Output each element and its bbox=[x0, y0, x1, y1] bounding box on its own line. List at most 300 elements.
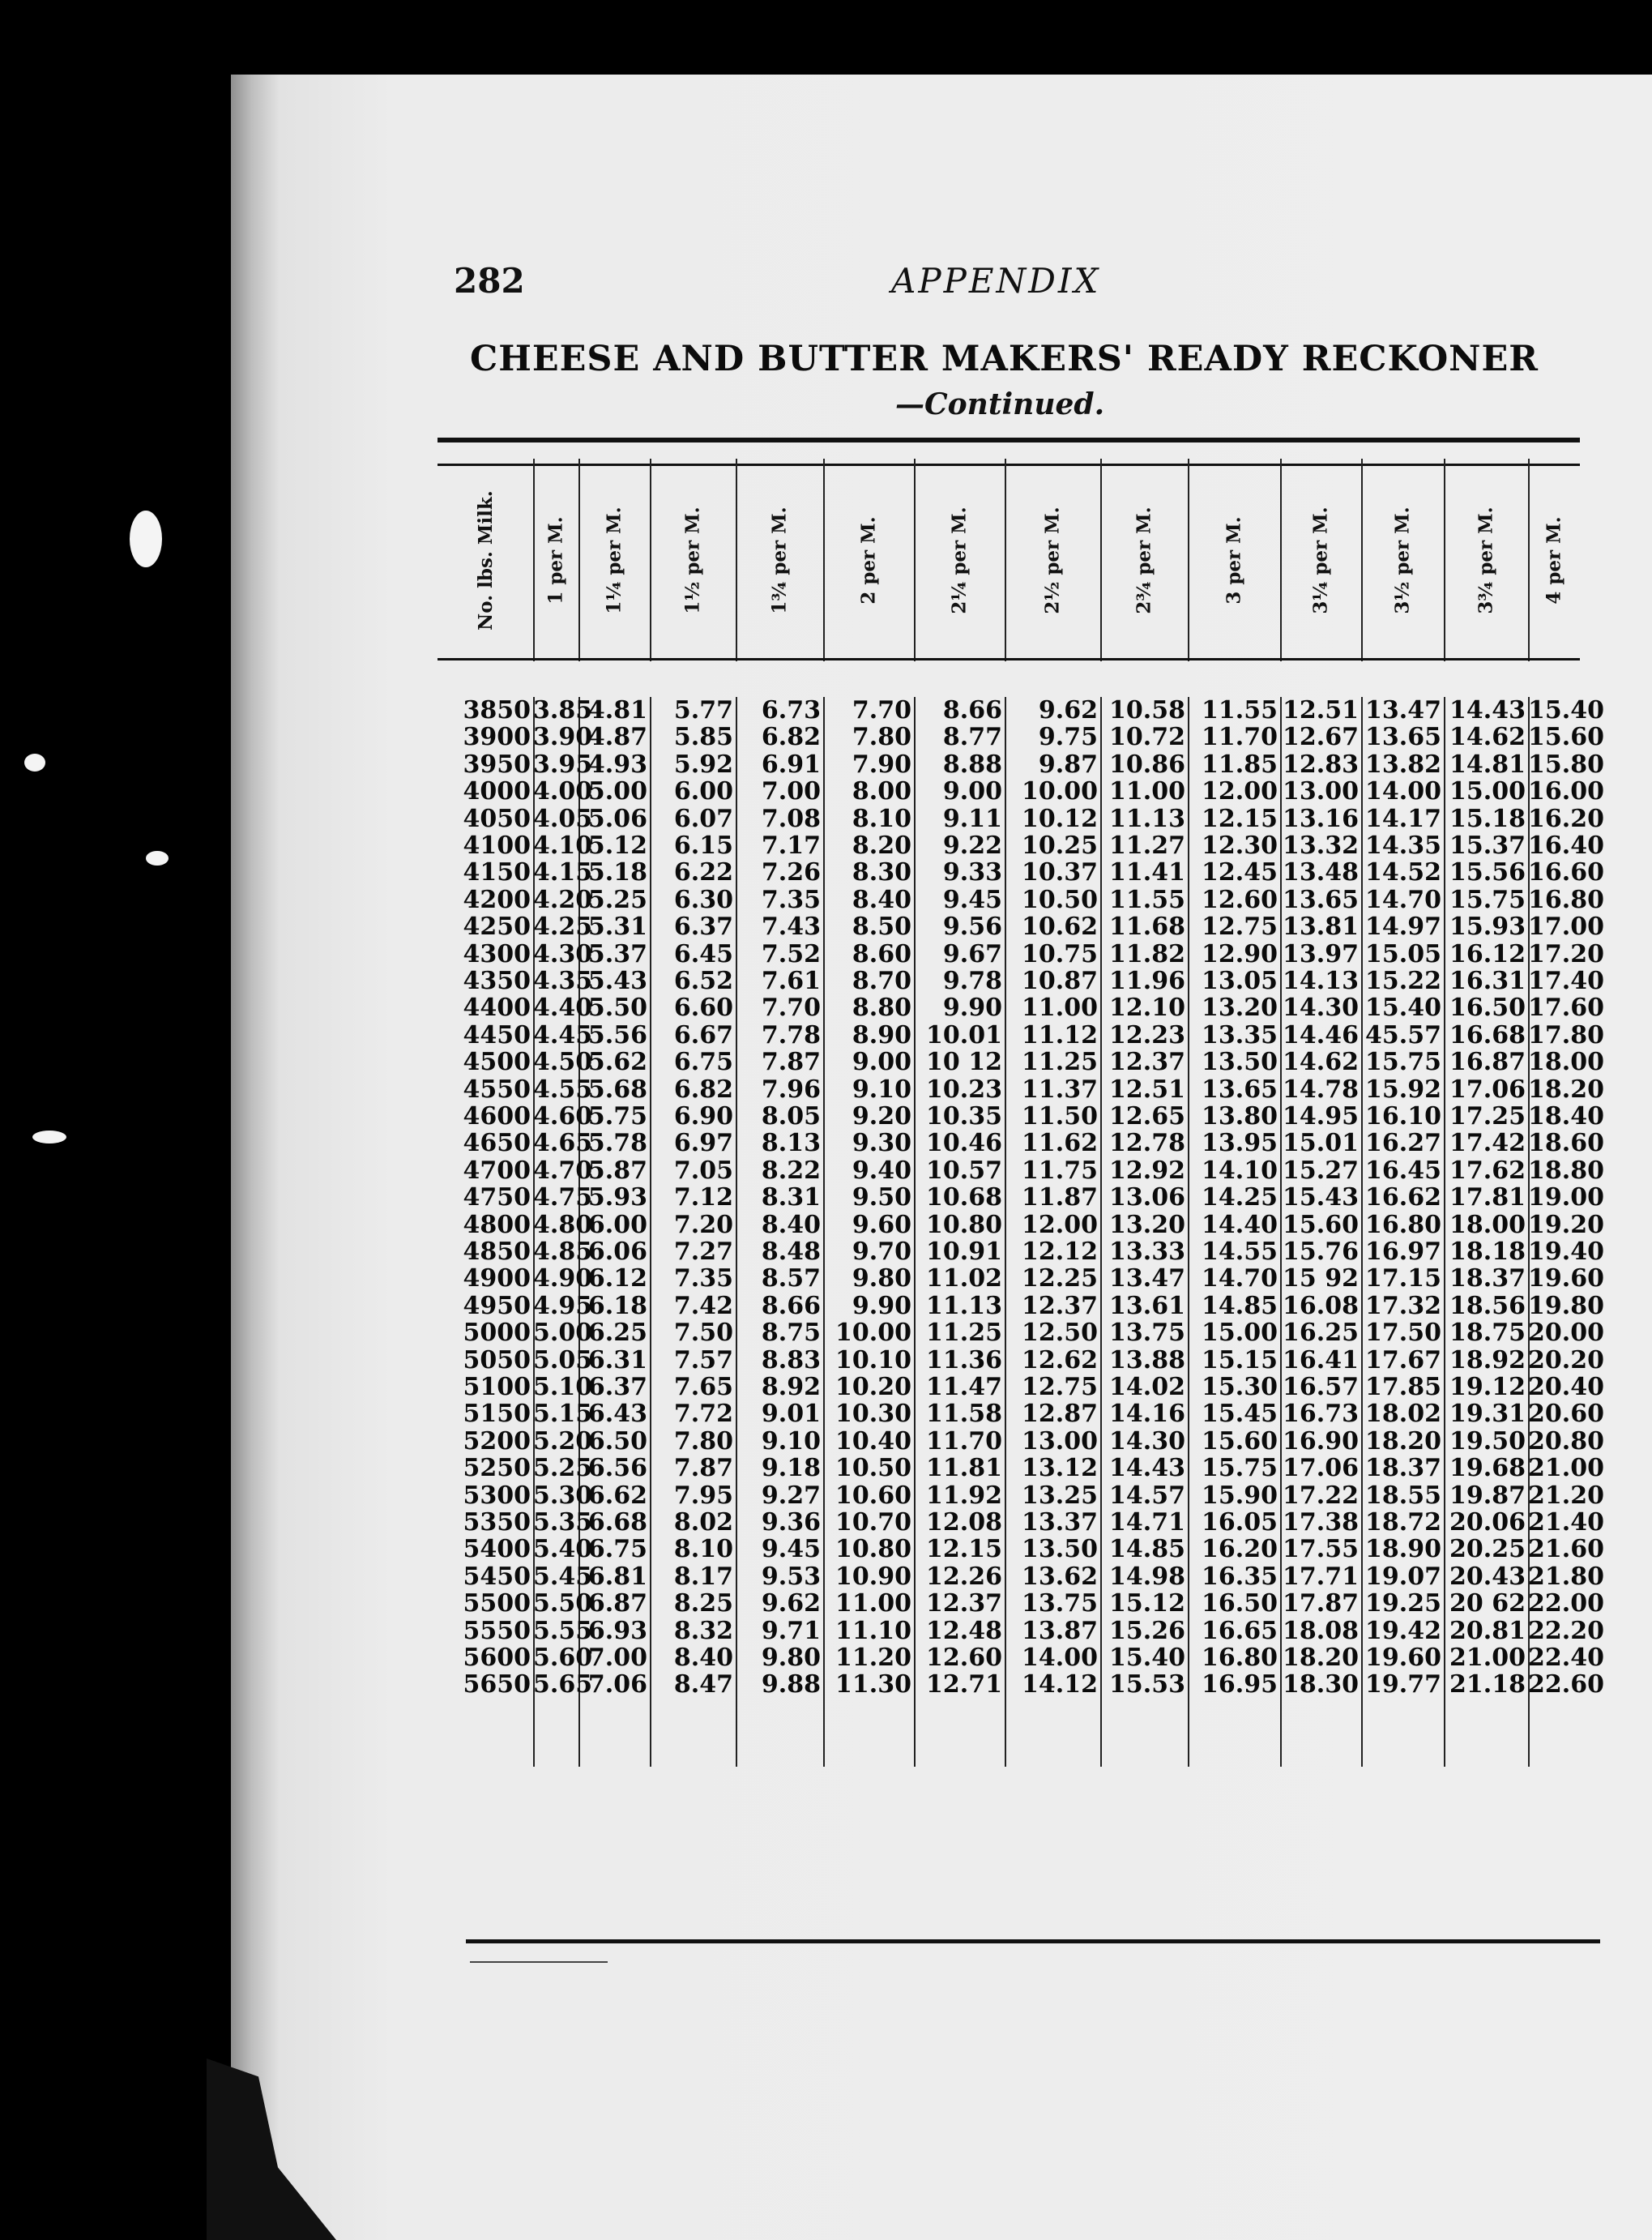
value-cell: 12.00 bbox=[1022, 1210, 1098, 1239]
value-cell: 9.80 bbox=[761, 1644, 821, 1672]
milk-lbs-cell: 4000 bbox=[463, 777, 531, 806]
value-cell: 11.82 bbox=[1109, 939, 1185, 968]
value-cell: 8.10 bbox=[852, 804, 911, 833]
value-cell: 9.40 bbox=[852, 1156, 911, 1185]
value-cell: 15.53 bbox=[1109, 1670, 1185, 1699]
value-cell: 13.47 bbox=[1365, 696, 1441, 725]
value-cell: 12.90 bbox=[1202, 939, 1278, 968]
value-cell: 16.80 bbox=[1365, 1210, 1441, 1239]
value-cell: 13.75 bbox=[1109, 1319, 1185, 1348]
milk-lbs-cell: 5050 bbox=[463, 1345, 531, 1374]
value-cell: 11.13 bbox=[926, 1291, 1002, 1320]
column-header bbox=[736, 459, 823, 661]
value-cell: 10.12 bbox=[1022, 804, 1098, 833]
value-cell: 16.87 bbox=[1449, 1048, 1526, 1077]
value-cell: 4.60 bbox=[533, 1102, 593, 1131]
value-cell: 10 12 bbox=[926, 1048, 1002, 1077]
value-cell: 10.46 bbox=[926, 1129, 1002, 1158]
milk-lbs-cell: 5250 bbox=[463, 1454, 531, 1483]
value-cell: 11.00 bbox=[1022, 994, 1098, 1023]
table-row bbox=[438, 885, 1604, 914]
value-cell: 16.08 bbox=[1283, 1291, 1359, 1320]
value-cell: 7.35 bbox=[761, 885, 821, 914]
column-header bbox=[1444, 459, 1528, 661]
value-cell: 8.00 bbox=[852, 777, 911, 806]
value-cell: 8.83 bbox=[761, 1345, 821, 1374]
milk-lbs-cell: 4800 bbox=[463, 1210, 531, 1239]
value-cell: 16.65 bbox=[1202, 1616, 1278, 1645]
value-cell: 15.37 bbox=[1449, 831, 1526, 860]
table-title: CHEESE AND BUTTER MAKERS' READY RECKONER bbox=[470, 339, 1539, 379]
value-cell: 13.81 bbox=[1283, 913, 1359, 942]
table-row bbox=[438, 723, 1604, 752]
milk-lbs-cell: 4600 bbox=[463, 1102, 531, 1131]
value-cell: 10.35 bbox=[926, 1102, 1002, 1131]
value-cell: 8.77 bbox=[942, 723, 1002, 752]
milk-lbs-cell: 4650 bbox=[463, 1129, 531, 1158]
value-cell: 14.97 bbox=[1365, 913, 1441, 942]
value-cell: 14.62 bbox=[1449, 723, 1526, 752]
value-cell: 5.87 bbox=[587, 1156, 647, 1185]
value-cell: 13.33 bbox=[1109, 1238, 1185, 1266]
value-cell: 3.85 bbox=[533, 696, 593, 725]
value-cell: 4.95 bbox=[533, 1291, 593, 1320]
column-header-label: 2¼ per M. bbox=[948, 506, 971, 614]
value-cell: 4.85 bbox=[533, 1238, 593, 1266]
value-cell: 19.42 bbox=[1365, 1616, 1441, 1645]
table-row bbox=[438, 1644, 1604, 1672]
milk-lbs-cell: 4400 bbox=[463, 994, 531, 1023]
value-cell: 12.10 bbox=[1109, 994, 1185, 1023]
value-cell: 12.75 bbox=[1022, 1373, 1098, 1401]
value-cell: 16.05 bbox=[1202, 1508, 1278, 1537]
column-header bbox=[650, 459, 736, 661]
value-cell: 15.60 bbox=[1202, 1426, 1278, 1456]
value-cell: 5.50 bbox=[533, 1589, 593, 1618]
value-cell: 14.57 bbox=[1109, 1481, 1185, 1510]
value-cell: 9.45 bbox=[761, 1535, 821, 1564]
value-cell: 21.80 bbox=[1528, 1562, 1604, 1591]
value-cell: 13.35 bbox=[1202, 1020, 1278, 1049]
table-row bbox=[438, 777, 1604, 806]
value-cell: 9.10 bbox=[852, 1075, 911, 1104]
value-cell: 9.01 bbox=[761, 1400, 821, 1429]
value-cell: 12.62 bbox=[1022, 1345, 1098, 1374]
column-header-band bbox=[438, 459, 1580, 661]
column-header bbox=[1188, 459, 1280, 661]
value-cell: 14.70 bbox=[1202, 1264, 1278, 1293]
value-cell: 16.90 bbox=[1283, 1426, 1359, 1456]
value-cell: 5.40 bbox=[533, 1535, 593, 1564]
milk-lbs-cell: 4950 bbox=[463, 1291, 531, 1320]
table-row bbox=[438, 1426, 1604, 1456]
value-cell: 12.12 bbox=[1022, 1238, 1098, 1266]
value-cell: 12.37 bbox=[1109, 1048, 1185, 1077]
value-cell: 17.67 bbox=[1365, 1345, 1441, 1374]
table-row bbox=[438, 1075, 1604, 1104]
table-row bbox=[438, 1102, 1604, 1131]
table-row bbox=[438, 1048, 1604, 1077]
value-cell: 14.25 bbox=[1202, 1183, 1278, 1212]
value-cell: 13.25 bbox=[1022, 1481, 1098, 1510]
value-cell: 19.60 bbox=[1528, 1264, 1604, 1293]
value-cell: 4.10 bbox=[533, 831, 593, 860]
value-cell: 17.06 bbox=[1449, 1075, 1526, 1104]
value-cell: 6.75 bbox=[587, 1535, 647, 1564]
column-header-label: 3½ per M. bbox=[1391, 506, 1414, 614]
value-cell: 12.78 bbox=[1109, 1129, 1185, 1158]
value-cell: 11.36 bbox=[926, 1345, 1002, 1374]
value-cell: 11.55 bbox=[1109, 885, 1185, 914]
table-row bbox=[438, 1508, 1604, 1537]
milk-lbs-cell: 5300 bbox=[463, 1481, 531, 1510]
value-cell: 12.67 bbox=[1283, 723, 1359, 752]
value-cell: 21.60 bbox=[1528, 1535, 1604, 1564]
value-cell: 6.30 bbox=[673, 885, 733, 914]
column-header bbox=[1528, 459, 1580, 661]
value-cell: 7.06 bbox=[587, 1670, 647, 1699]
value-cell: 16.62 bbox=[1365, 1183, 1441, 1212]
value-cell: 15.60 bbox=[1528, 723, 1604, 752]
value-cell: 15.40 bbox=[1365, 994, 1441, 1023]
value-cell: 15.40 bbox=[1528, 696, 1604, 725]
value-cell: 12.00 bbox=[1202, 777, 1278, 806]
column-divider bbox=[1005, 459, 1006, 661]
value-cell: 8.40 bbox=[673, 1644, 733, 1672]
value-cell: 12.75 bbox=[1202, 913, 1278, 942]
value-cell: 13.95 bbox=[1202, 1129, 1278, 1158]
value-cell: 6.25 bbox=[587, 1319, 647, 1348]
value-cell: 7.00 bbox=[587, 1644, 647, 1672]
value-cell: 6.22 bbox=[673, 858, 733, 887]
value-cell: 19.12 bbox=[1449, 1373, 1526, 1401]
value-cell: 15.60 bbox=[1283, 1210, 1359, 1239]
column-header-label: 1½ per M. bbox=[681, 506, 704, 614]
value-cell: 18.56 bbox=[1449, 1291, 1526, 1320]
value-cell: 11.37 bbox=[1022, 1075, 1098, 1104]
value-cell: 5.68 bbox=[587, 1075, 647, 1104]
value-cell: 5.65 bbox=[533, 1670, 593, 1699]
value-cell: 4.40 bbox=[533, 994, 593, 1023]
value-cell: 7.80 bbox=[852, 723, 911, 752]
value-cell: 16.97 bbox=[1365, 1238, 1441, 1266]
value-cell: 15.00 bbox=[1202, 1319, 1278, 1348]
value-cell: 11.92 bbox=[926, 1481, 1002, 1510]
value-cell: 9.56 bbox=[942, 913, 1002, 942]
value-cell: 16.41 bbox=[1283, 1345, 1359, 1374]
value-cell: 10.90 bbox=[835, 1562, 911, 1591]
value-cell: 17.81 bbox=[1449, 1183, 1526, 1212]
milk-lbs-cell: 4900 bbox=[463, 1264, 531, 1293]
value-cell: 21.00 bbox=[1449, 1644, 1526, 1672]
value-cell: 15.00 bbox=[1449, 777, 1526, 806]
value-cell: 10.75 bbox=[1022, 939, 1098, 968]
column-header bbox=[914, 459, 1005, 661]
value-cell: 9.90 bbox=[942, 994, 1002, 1023]
column-header-label: 2½ per M. bbox=[1041, 506, 1064, 614]
table-row bbox=[438, 1535, 1604, 1564]
value-cell: 4.45 bbox=[533, 1020, 593, 1049]
value-cell: 7.61 bbox=[761, 967, 821, 995]
milk-lbs-cell: 5600 bbox=[463, 1644, 531, 1672]
value-cell: 18.75 bbox=[1449, 1319, 1526, 1348]
value-cell: 7.87 bbox=[761, 1048, 821, 1077]
value-cell: 11.13 bbox=[1109, 804, 1185, 833]
value-cell: 12.23 bbox=[1109, 1020, 1185, 1049]
value-cell: 20.20 bbox=[1528, 1345, 1604, 1374]
value-cell: 15.05 bbox=[1365, 939, 1441, 968]
value-cell: 13.20 bbox=[1202, 994, 1278, 1023]
value-cell: 11.70 bbox=[926, 1426, 1002, 1456]
value-cell: 15.75 bbox=[1202, 1454, 1278, 1483]
value-cell: 13.97 bbox=[1283, 939, 1359, 968]
value-cell: 6.07 bbox=[673, 804, 733, 833]
value-cell: 11.00 bbox=[1109, 777, 1185, 806]
value-cell: 12.50 bbox=[1022, 1319, 1098, 1348]
value-cell: 16.45 bbox=[1365, 1156, 1441, 1185]
table-row bbox=[438, 858, 1604, 887]
value-cell: 10.37 bbox=[1022, 858, 1098, 887]
value-cell: 4.15 bbox=[533, 858, 593, 887]
value-cell: 7.57 bbox=[673, 1345, 733, 1374]
header-rule bbox=[438, 658, 1580, 660]
value-cell: 17.85 bbox=[1365, 1373, 1441, 1401]
value-cell: 6.97 bbox=[673, 1129, 733, 1158]
value-cell: 16.20 bbox=[1528, 804, 1604, 833]
value-cell: 12.08 bbox=[926, 1508, 1002, 1537]
value-cell: 7.00 bbox=[761, 777, 821, 806]
value-cell: 6.06 bbox=[587, 1238, 647, 1266]
value-cell: 22.00 bbox=[1528, 1589, 1604, 1618]
value-cell: 5.00 bbox=[533, 1319, 593, 1348]
value-cell: 20.06 bbox=[1449, 1508, 1526, 1537]
value-cell: 5.12 bbox=[587, 831, 647, 860]
value-cell: 20.43 bbox=[1449, 1562, 1526, 1591]
value-cell: 19.68 bbox=[1449, 1454, 1526, 1483]
value-cell: 6.75 bbox=[673, 1048, 733, 1077]
page-number: 282 bbox=[454, 261, 525, 301]
value-cell: 5.35 bbox=[533, 1508, 593, 1537]
value-cell: 4.65 bbox=[533, 1129, 593, 1158]
value-cell: 13.75 bbox=[1022, 1589, 1098, 1618]
value-cell: 9.36 bbox=[761, 1508, 821, 1537]
value-cell: 17.55 bbox=[1283, 1535, 1359, 1564]
value-cell: 10.58 bbox=[1109, 696, 1185, 725]
value-cell: 6.90 bbox=[673, 1102, 733, 1131]
value-cell: 18.90 bbox=[1365, 1535, 1441, 1564]
value-cell: 13.32 bbox=[1283, 831, 1359, 860]
value-cell: 16.80 bbox=[1528, 885, 1604, 914]
value-cell: 15.40 bbox=[1109, 1644, 1185, 1672]
milk-lbs-cell: 4550 bbox=[463, 1075, 531, 1104]
value-cell: 17.50 bbox=[1365, 1319, 1441, 1348]
value-cell: 9.00 bbox=[852, 1048, 911, 1077]
value-cell: 19.00 bbox=[1528, 1183, 1604, 1212]
table-row bbox=[438, 1454, 1604, 1483]
value-cell: 6.37 bbox=[587, 1373, 647, 1401]
value-cell: 21.00 bbox=[1528, 1454, 1604, 1483]
value-cell: 11.50 bbox=[1022, 1102, 1098, 1131]
value-cell: 12.37 bbox=[1022, 1291, 1098, 1320]
value-cell: 7.65 bbox=[673, 1373, 733, 1401]
value-cell: 5.06 bbox=[587, 804, 647, 833]
milk-lbs-cell: 3850 bbox=[463, 696, 531, 725]
table-row bbox=[438, 1210, 1604, 1239]
value-cell: 11.81 bbox=[926, 1454, 1002, 1483]
value-cell: 4.35 bbox=[533, 967, 593, 995]
column-divider bbox=[823, 459, 825, 661]
value-cell: 9.18 bbox=[761, 1454, 821, 1483]
value-cell: 6.45 bbox=[673, 939, 733, 968]
value-cell: 18.02 bbox=[1365, 1400, 1441, 1429]
value-cell: 9.11 bbox=[942, 804, 1002, 833]
value-cell: 11.25 bbox=[1022, 1048, 1098, 1077]
value-cell: 6.56 bbox=[587, 1454, 647, 1483]
value-cell: 12.71 bbox=[926, 1670, 1002, 1699]
value-cell: 6.00 bbox=[587, 1210, 647, 1239]
value-cell: 17.80 bbox=[1528, 1020, 1604, 1049]
value-cell: 18.40 bbox=[1528, 1102, 1604, 1131]
value-cell: 6.87 bbox=[587, 1589, 647, 1618]
value-cell: 6.82 bbox=[673, 1075, 733, 1104]
table-row bbox=[438, 1400, 1604, 1429]
reckoner-table bbox=[438, 696, 1604, 1767]
value-cell: 5.50 bbox=[587, 994, 647, 1023]
value-cell: 19.50 bbox=[1449, 1426, 1526, 1456]
value-cell: 10.86 bbox=[1109, 750, 1185, 779]
value-cell: 7.70 bbox=[761, 994, 821, 1023]
value-cell: 10.80 bbox=[926, 1210, 1002, 1239]
column-header-label: 1 per M. bbox=[544, 515, 567, 605]
value-cell: 7.87 bbox=[673, 1454, 733, 1483]
value-cell: 10.23 bbox=[926, 1075, 1002, 1104]
value-cell: 3.95 bbox=[533, 750, 593, 779]
column-divider bbox=[1361, 459, 1363, 661]
table-row bbox=[438, 1129, 1604, 1158]
value-cell: 13.62 bbox=[1022, 1562, 1098, 1591]
value-cell: 8.05 bbox=[761, 1102, 821, 1131]
value-cell: 4.90 bbox=[533, 1264, 593, 1293]
value-cell: 8.50 bbox=[852, 913, 911, 942]
value-cell: 5.62 bbox=[587, 1048, 647, 1077]
value-cell: 16.12 bbox=[1449, 939, 1526, 968]
value-cell: 12.26 bbox=[926, 1562, 1002, 1591]
value-cell: 7.95 bbox=[673, 1481, 733, 1510]
value-cell: 18.20 bbox=[1283, 1644, 1359, 1672]
value-cell: 13.00 bbox=[1022, 1426, 1098, 1456]
milk-lbs-cell: 5000 bbox=[463, 1319, 531, 1348]
value-cell: 13.00 bbox=[1283, 777, 1359, 806]
value-cell: 18.60 bbox=[1528, 1129, 1604, 1158]
running-header: APPENDIX bbox=[891, 261, 1101, 301]
column-divider bbox=[914, 459, 916, 661]
value-cell: 8.80 bbox=[852, 994, 911, 1023]
milk-lbs-cell: 4750 bbox=[463, 1183, 531, 1212]
value-cell: 13.06 bbox=[1109, 1183, 1185, 1212]
column-divider bbox=[650, 459, 651, 661]
value-cell: 11.55 bbox=[1202, 696, 1278, 725]
value-cell: 20.80 bbox=[1528, 1426, 1604, 1456]
value-cell: 5.56 bbox=[587, 1020, 647, 1049]
value-cell: 6.73 bbox=[761, 696, 821, 725]
milk-lbs-cell: 4250 bbox=[463, 913, 531, 942]
value-cell: 6.31 bbox=[587, 1345, 647, 1374]
value-cell: 12.60 bbox=[926, 1644, 1002, 1672]
value-cell: 9.30 bbox=[852, 1129, 911, 1158]
value-cell: 16.95 bbox=[1202, 1670, 1278, 1699]
value-cell: 10.72 bbox=[1109, 723, 1185, 752]
table-row bbox=[438, 1291, 1604, 1320]
value-cell: 13.65 bbox=[1283, 885, 1359, 914]
value-cell: 5.25 bbox=[533, 1454, 593, 1483]
value-cell: 14.98 bbox=[1109, 1562, 1185, 1591]
value-cell: 5.20 bbox=[533, 1426, 593, 1456]
value-cell: 13.65 bbox=[1202, 1075, 1278, 1104]
value-cell: 4.20 bbox=[533, 885, 593, 914]
value-cell: 17.00 bbox=[1528, 913, 1604, 942]
column-header-label: 1¾ per M. bbox=[768, 506, 791, 614]
column-header-label: 1¼ per M. bbox=[603, 506, 625, 614]
column-header bbox=[1280, 459, 1361, 661]
milk-lbs-cell: 3950 bbox=[463, 750, 531, 779]
value-cell: 18.00 bbox=[1449, 1210, 1526, 1239]
value-cell: 9.80 bbox=[852, 1264, 911, 1293]
table-row bbox=[438, 750, 1604, 779]
value-cell: 17.20 bbox=[1528, 939, 1604, 968]
value-cell: 4.80 bbox=[533, 1210, 593, 1239]
table-row bbox=[438, 1345, 1604, 1374]
milk-lbs-cell: 4700 bbox=[463, 1156, 531, 1185]
value-cell: 5.60 bbox=[533, 1644, 593, 1672]
value-cell: 15.27 bbox=[1283, 1156, 1359, 1185]
value-cell: 17.40 bbox=[1528, 967, 1604, 995]
milk-lbs-cell: 5200 bbox=[463, 1426, 531, 1456]
value-cell: 18.80 bbox=[1528, 1156, 1604, 1185]
value-cell: 5.45 bbox=[533, 1562, 593, 1591]
value-cell: 19.77 bbox=[1365, 1670, 1441, 1699]
value-cell: 4.50 bbox=[533, 1048, 593, 1077]
value-cell: 13.16 bbox=[1283, 804, 1359, 833]
value-cell: 9.27 bbox=[761, 1481, 821, 1510]
value-cell: 10.91 bbox=[926, 1238, 1002, 1266]
value-cell: 5.31 bbox=[587, 913, 647, 942]
value-cell: 8.32 bbox=[673, 1616, 733, 1645]
bottom-rule bbox=[466, 1939, 1600, 1943]
column-header bbox=[823, 459, 914, 661]
table-row bbox=[438, 994, 1604, 1023]
value-cell: 20.40 bbox=[1528, 1373, 1604, 1401]
value-cell: 3.90 bbox=[533, 723, 593, 752]
column-divider bbox=[736, 459, 737, 661]
value-cell: 14.55 bbox=[1202, 1238, 1278, 1266]
value-cell: 21.40 bbox=[1528, 1508, 1604, 1537]
value-cell: 7.50 bbox=[673, 1319, 733, 1348]
value-cell: 8.31 bbox=[761, 1183, 821, 1212]
value-cell: 19.25 bbox=[1365, 1589, 1441, 1618]
value-cell: 4.00 bbox=[533, 777, 593, 806]
value-cell: 18.55 bbox=[1365, 1481, 1441, 1510]
value-cell: 13.87 bbox=[1022, 1616, 1098, 1645]
value-cell: 17.42 bbox=[1449, 1129, 1526, 1158]
value-cell: 45.57 bbox=[1365, 1020, 1441, 1049]
value-cell: 11.62 bbox=[1022, 1129, 1098, 1158]
milk-lbs-cell: 5450 bbox=[463, 1562, 531, 1591]
value-cell: 7.80 bbox=[673, 1426, 733, 1456]
value-cell: 6.00 bbox=[673, 777, 733, 806]
value-cell: 5.10 bbox=[533, 1373, 593, 1401]
value-cell: 7.43 bbox=[761, 913, 821, 942]
value-cell: 21.20 bbox=[1528, 1481, 1604, 1510]
